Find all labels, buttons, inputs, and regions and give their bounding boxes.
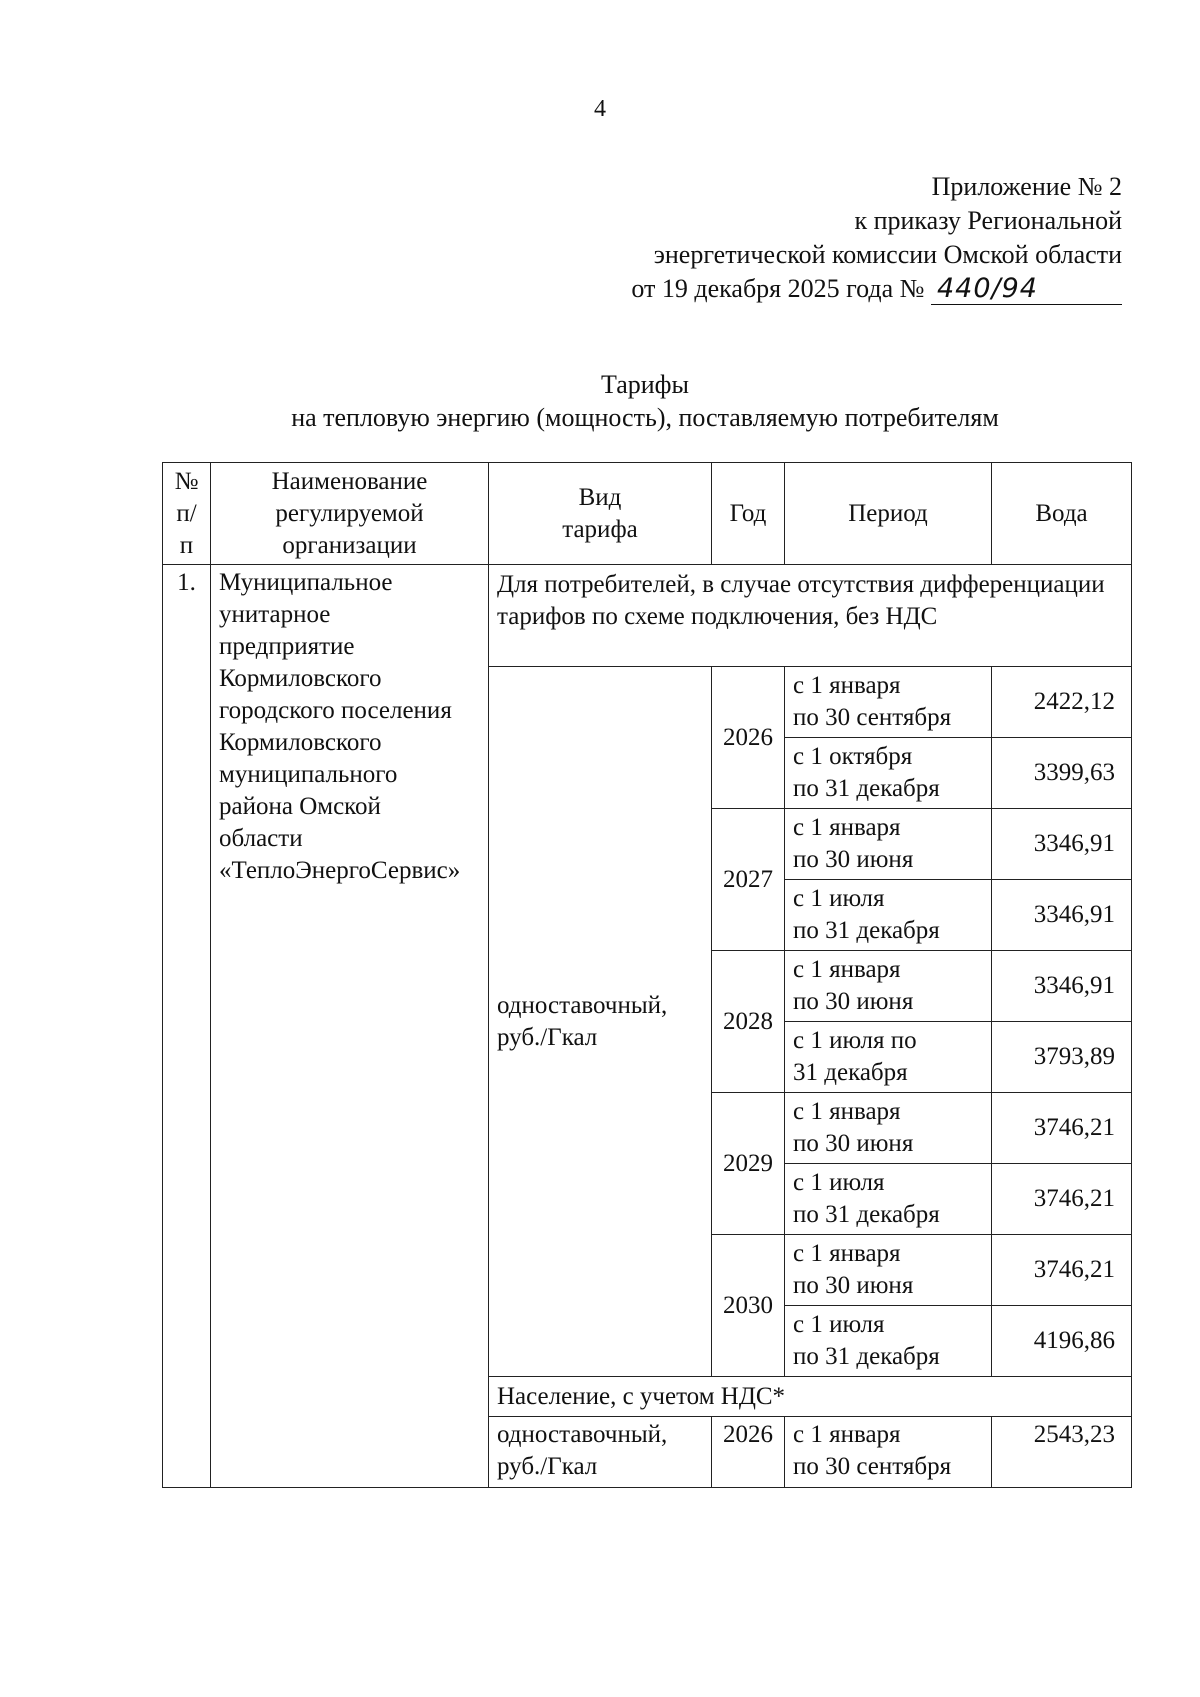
table-row — [163, 565, 1132, 667]
tariff-table — [162, 462, 1132, 1488]
year-cell: 2029 — [712, 1093, 785, 1235]
appendix-line-3: энергетической комиссии Омской области — [653, 240, 1122, 269]
header-period: Период — [785, 463, 992, 565]
water-value: 3346,91 — [992, 880, 1132, 951]
water-value: 3746,21 — [992, 1235, 1132, 1306]
period-cell: с 1 июля по 31 декабря — [785, 1022, 992, 1093]
header-tariff-kind: Вид тарифа — [489, 463, 712, 565]
title-line-1: Тарифы — [600, 370, 689, 399]
appendix-line-1: Приложение № 2 — [931, 172, 1122, 201]
water-value: 3346,91 — [992, 809, 1132, 880]
period-cell: с 1 января по 30 июня — [785, 809, 992, 880]
water-value: 3346,91 — [992, 951, 1132, 1022]
header-number: № п/ п — [163, 463, 211, 565]
tariff-kind: одноставочный, руб./Гкал — [489, 1417, 712, 1488]
water-value: 2422,12 — [992, 667, 1132, 738]
year-cell: 2028 — [712, 951, 785, 1093]
header-water: Вода — [992, 463, 1132, 565]
appendix-line-4 — [631, 272, 1122, 306]
year-cell: 2026 — [712, 1417, 785, 1488]
period-cell: с 1 января по 30 июня — [785, 1093, 992, 1164]
tariff-kind: одноставочный, руб./Гкал — [489, 667, 712, 1377]
water-value: 2543,23 — [992, 1417, 1132, 1488]
period-cell: с 1 января по 30 сентября — [785, 667, 992, 738]
section-title-population: Население, с учетом НДС* — [489, 1377, 1132, 1417]
water-value: 3746,21 — [992, 1093, 1132, 1164]
table-header-row — [163, 463, 1132, 565]
water-value: 4196,86 — [992, 1306, 1132, 1377]
year-cell: 2030 — [712, 1235, 785, 1377]
appendix-line-2: к приказу Региональной — [854, 206, 1122, 235]
period-cell: с 1 июля по 31 декабря — [785, 1164, 992, 1235]
organization-name: Муниципальное унитарное предприятие Кормиловского городского поселения Кормиловского муниципального района Омской области «ТеплоЭнергоСервис» — [211, 565, 489, 1488]
period-cell: с 1 июля по 31 декабря — [785, 880, 992, 951]
period-cell: с 1 января по 30 июня — [785, 951, 992, 1022]
water-value: 3793,89 — [992, 1022, 1132, 1093]
title-line-2: на тепловую энергию (мощность), поставляемую потребителям — [291, 403, 999, 432]
order-number-handwritten: 440/94 — [931, 274, 1122, 305]
appendix-block — [631, 170, 1122, 306]
water-value: 3746,21 — [992, 1164, 1132, 1235]
order-date: от 19 декабря 2025 года № — [631, 274, 925, 303]
header-organization: Наименование регулируемой организации — [211, 463, 489, 565]
period-cell: с 1 октября по 31 декабря — [785, 738, 992, 809]
period-cell: с 1 июля по 31 декабря — [785, 1306, 992, 1377]
period-cell: с 1 января по 30 сентября — [785, 1417, 992, 1488]
document-title — [160, 368, 1130, 434]
page-number: 4 — [594, 96, 606, 122]
header-year: Год — [712, 463, 785, 565]
period-cell: с 1 января по 30 июня — [785, 1235, 992, 1306]
water-value: 3399,63 — [992, 738, 1132, 809]
section-title-consumers: Для потребителей, в случае отсутствия дифференциации тарифов по схеме подключения, без НДС — [489, 565, 1132, 667]
year-cell: 2027 — [712, 809, 785, 951]
year-cell: 2026 — [712, 667, 785, 809]
row-number: 1. — [163, 565, 211, 1488]
